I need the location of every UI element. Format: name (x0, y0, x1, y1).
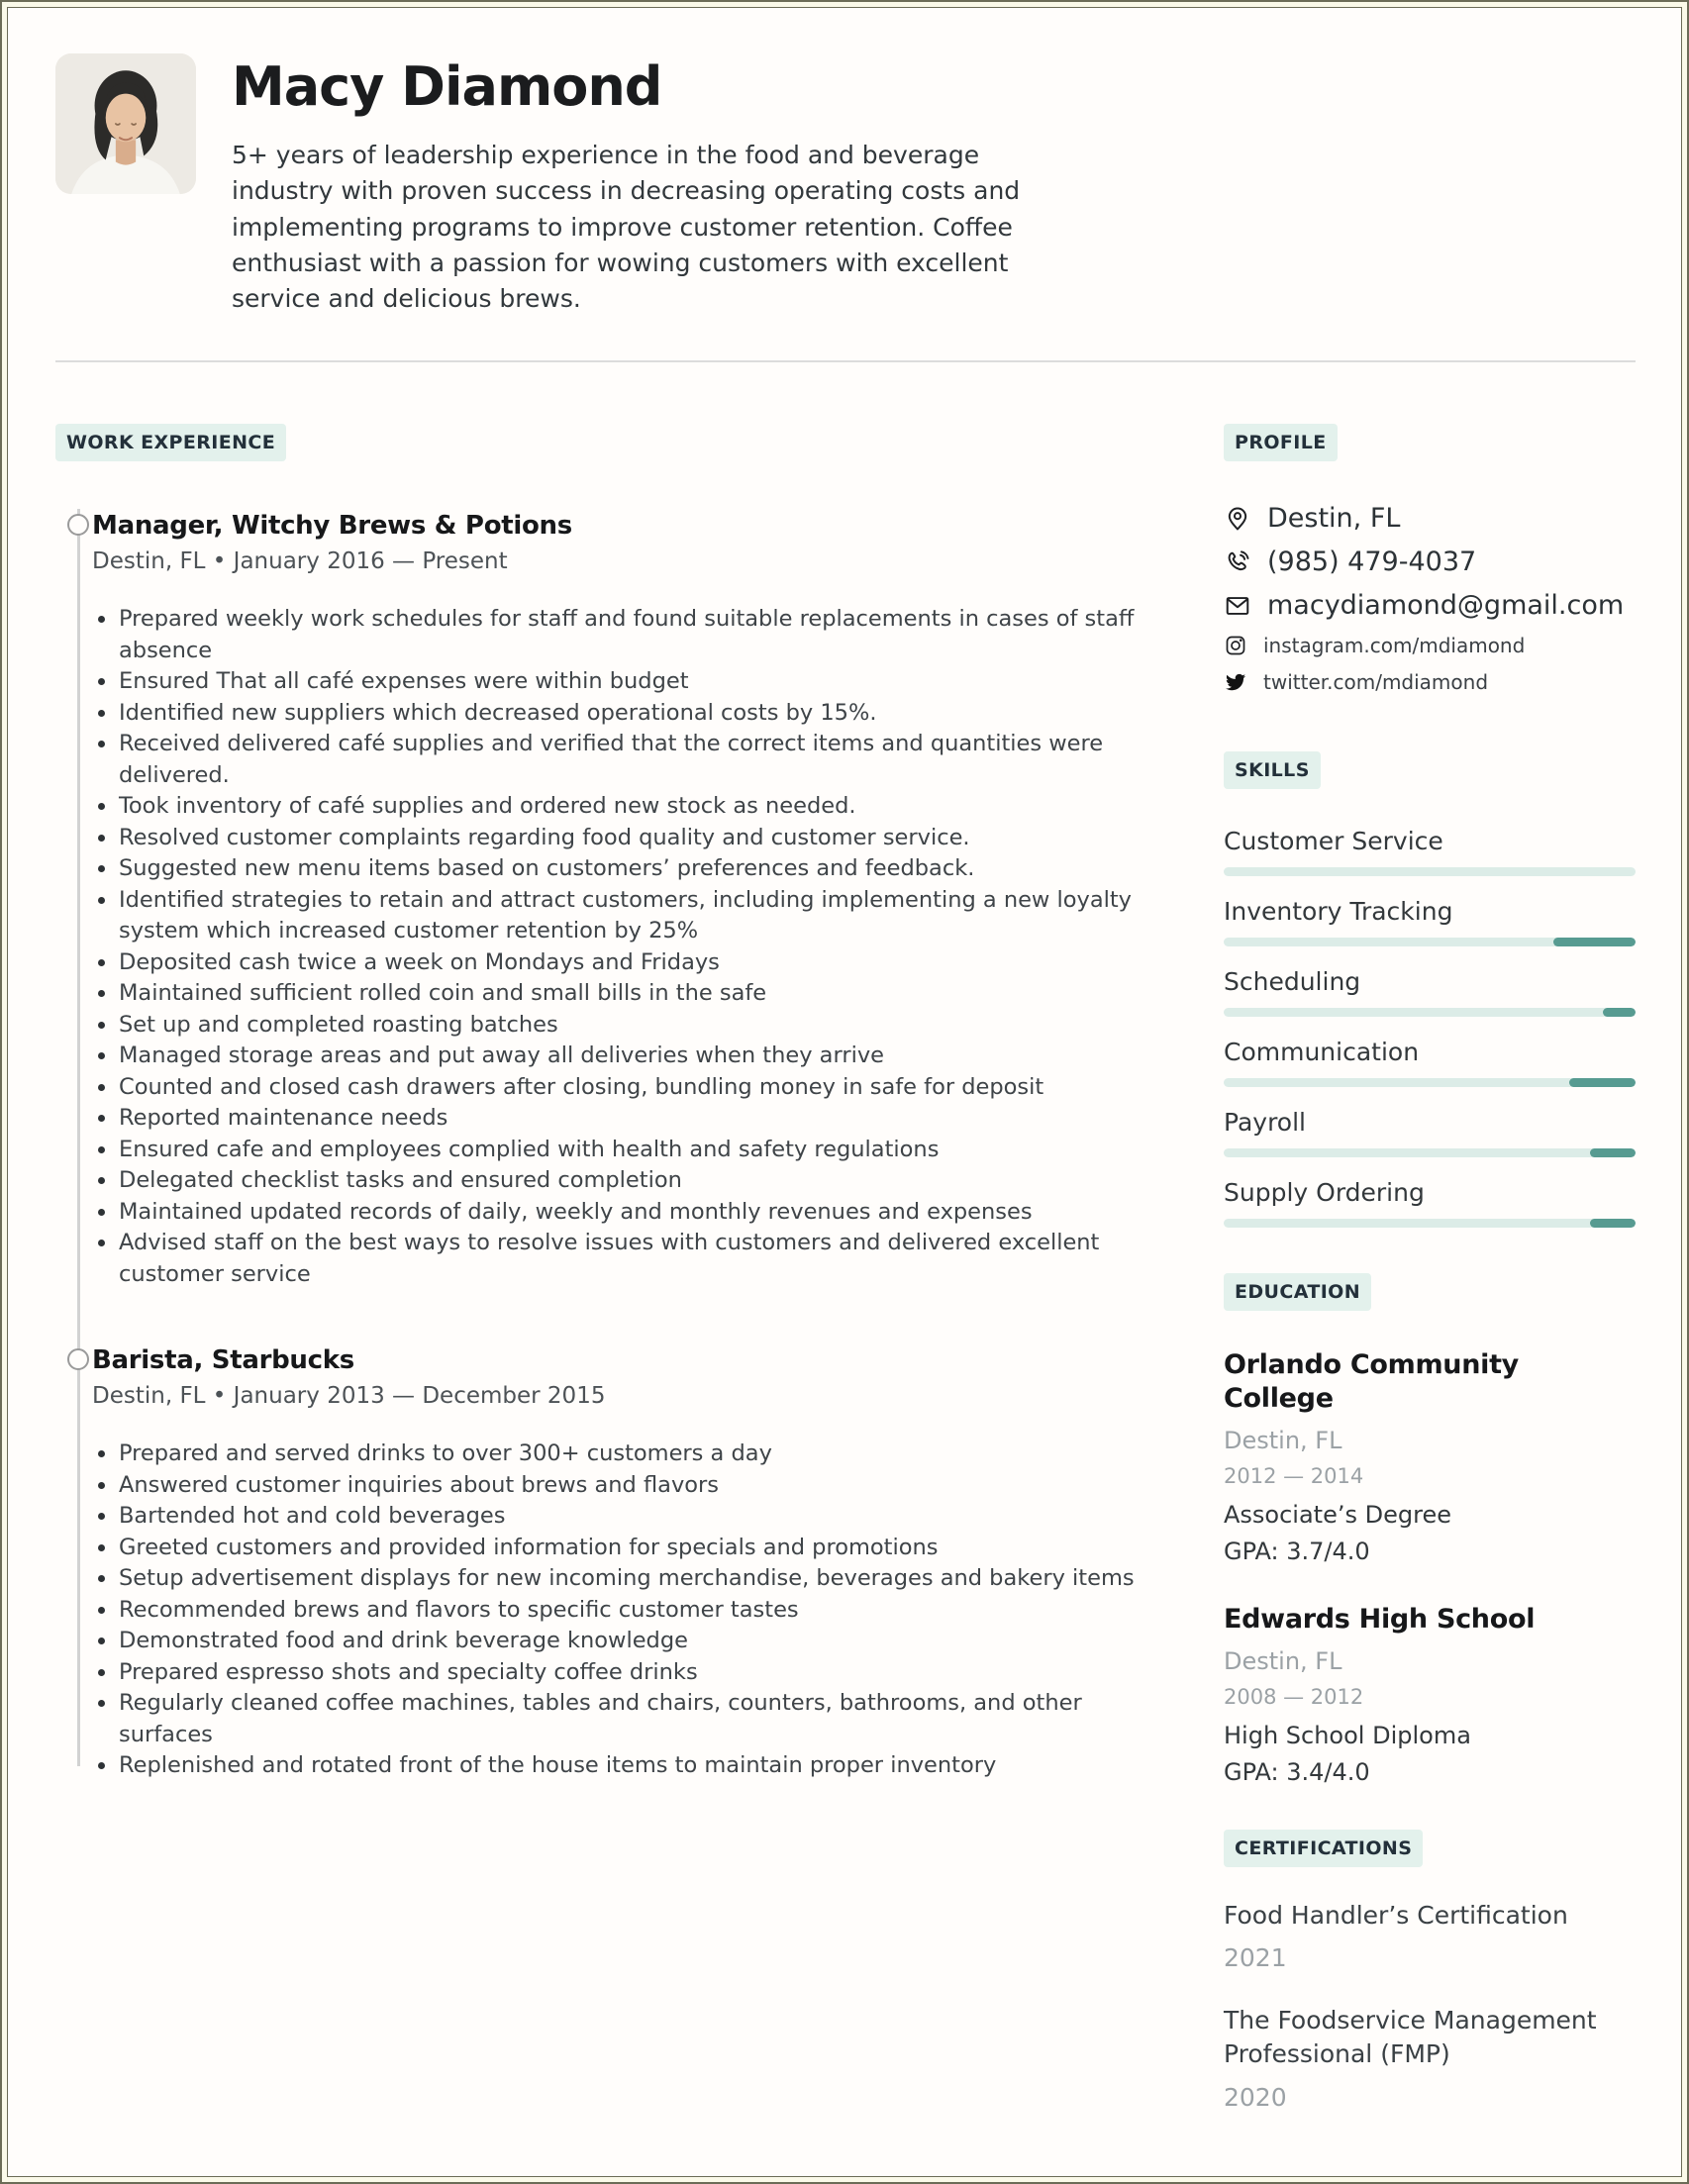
job-bullet: Delegated checklist tasks and ensured completion (92, 1165, 1179, 1197)
skill-level-fill (1590, 1219, 1636, 1228)
location-pin-icon (1224, 505, 1251, 533)
job-bullet: Ensured That all café expenses were within budget (92, 666, 1179, 698)
header-text (232, 53, 1636, 317)
certification-year: 2021 (1224, 1943, 1287, 1973)
skill-item (1224, 967, 1636, 1017)
job-bullet: Took inventory of café supplies and ordered new stock as needed. (92, 791, 1179, 823)
job-meta: Destin, FL • January 2013 — December 2015 (92, 1383, 606, 1410)
skill-level-bar (1224, 867, 1636, 876)
skill-name: Supply Ordering (1224, 1178, 1425, 1208)
skill-name: Scheduling (1224, 967, 1361, 997)
instagram-row (1224, 634, 1636, 657)
skill-level-fill (1590, 1148, 1636, 1157)
twitter-icon (1224, 670, 1247, 694)
certifications-heading: CERTIFICATIONS (1224, 1830, 1423, 1867)
job-bullet: Prepared espresso shots and specialty coffee drinks (92, 1657, 1179, 1689)
work-experience-section (55, 424, 1179, 2112)
school-dates: 2012 — 2014 (1224, 1463, 1364, 1488)
profile-photo (55, 53, 196, 194)
skill-level-bar (1224, 1219, 1636, 1228)
job-bullet: Ensured cafe and employees complied with health and safety regulations (92, 1135, 1179, 1166)
skill-item (1224, 827, 1636, 876)
job-bullet: Counted and closed cash drawers after closing, bundling money in safe for deposit (92, 1072, 1179, 1104)
skill-item (1224, 1178, 1636, 1228)
resume-page (7, 7, 1682, 2177)
phone-row (1224, 546, 1636, 577)
school-gpa: GPA: 3.4/4.0 (1224, 1757, 1370, 1786)
school-degree: High School Diploma (1224, 1721, 1471, 1749)
job-bullet: Replenished and rotated front of the house items to maintain proper inventory (92, 1750, 1179, 1782)
skill-item (1224, 897, 1636, 946)
job-bullet: Reported maintenance needs (92, 1103, 1179, 1135)
email-icon (1224, 592, 1251, 620)
job-entry-manager (55, 511, 1179, 1290)
job-bullet: Managed storage areas and put away all deliveries when they arrive (92, 1041, 1179, 1072)
sidebar (1224, 424, 1636, 2112)
school-location: Destin, FL (1224, 1646, 1342, 1675)
person-name: Macy Diamond (232, 55, 662, 118)
certifications-list (1224, 1899, 1636, 2112)
skill-name: Inventory Tracking (1224, 897, 1453, 927)
skill-level-fill (1569, 1078, 1636, 1087)
portrait-illustration (55, 53, 196, 194)
email-row (1224, 590, 1636, 621)
skill-level-bar (1224, 1008, 1636, 1017)
skill-name: Customer Service (1224, 827, 1443, 856)
job-bullet: Deposited cash twice a week on Mondays and Fridays (92, 947, 1179, 979)
skills-list (1224, 827, 1636, 1228)
school-name: Edwards High School (1224, 1603, 1536, 1635)
job-bullet-list (92, 1439, 1179, 1782)
job-title: Barista, Starbucks (92, 1345, 354, 1376)
twitter-row (1224, 670, 1636, 694)
skill-item (1224, 1038, 1636, 1087)
education-item (1224, 1603, 1636, 1786)
job-bullet: Resolved customer complaints regarding food quality and customer service. (92, 823, 1179, 854)
job-bullet: Answered customer inquiries about brews and flavors (92, 1470, 1179, 1502)
job-bullet: Recommended brews and flavors to specific customer tastes (92, 1595, 1179, 1627)
education-section (1224, 1273, 1636, 1785)
school-name: Orlando Community College (1224, 1349, 1519, 1414)
job-bullet: Advised staff on the best ways to resolve issues with customers and delivered excellent customer service (92, 1228, 1179, 1290)
job-bullet: Maintained sufficient rolled coin and small bills in the safe (92, 978, 1179, 1010)
school-gpa: GPA: 3.7/4.0 (1224, 1537, 1370, 1565)
skill-level-fill (1553, 938, 1636, 946)
job-bullet: Suggested new menu items based on customers’ preferences and feedback. (92, 853, 1179, 885)
summary-text: 5+ years of leadership experience in the food and beverage industry with proven success in decreasing operating costs and implementing programs to improve customer retention. Coffee enthusiast with a passion for wowing customers with excellent service and delicious brews. (232, 141, 1021, 313)
profile-rows (1224, 503, 1636, 694)
job-bullet: Identified strategies to retain and attract customers, including implementing a new loyalty system which increased customer retention by 25% (92, 885, 1179, 947)
skill-level-fill (1603, 1008, 1636, 1017)
skills-heading: SKILLS (1224, 751, 1321, 789)
skill-name: Payroll (1224, 1108, 1306, 1138)
header-divider (55, 360, 1636, 362)
profile-heading: PROFILE (1224, 424, 1338, 461)
skill-name: Communication (1224, 1038, 1420, 1067)
certifications-section (1224, 1830, 1636, 2112)
job-bullet: Demonstrated food and drink beverage knowledge (92, 1626, 1179, 1657)
certification-name: The Foodservice Management Professional (FMP) (1224, 2006, 1597, 2068)
job-meta: Destin, FL • January 2016 — Present (92, 548, 508, 575)
experience-timeline (55, 511, 1179, 1782)
twitter-value[interactable]: twitter.com/mdiamond (1263, 670, 1489, 695)
school-degree: Associate’s Degree (1224, 1500, 1451, 1529)
certification-item (1224, 2004, 1636, 2112)
job-bullet: Greeted customers and provided information for specials and promotions (92, 1533, 1179, 1564)
phone-icon (1224, 548, 1251, 576)
job-bullet: Set up and completed roasting batches (92, 1010, 1179, 1042)
job-bullet: Received delivered café supplies and verified that the correct items and quantities were delivered. (92, 729, 1179, 791)
content-columns (55, 424, 1636, 2112)
header (55, 53, 1636, 317)
job-bullet-list (92, 604, 1179, 1290)
job-title: Manager, Witchy Brews & Potions (92, 511, 572, 542)
certification-item (1224, 1899, 1636, 1973)
phone-value: (985) 479-4037 (1267, 546, 1477, 578)
schools-list (1224, 1348, 1636, 1785)
school-dates: 2008 — 2012 (1224, 1684, 1364, 1709)
school-location: Destin, FL (1224, 1426, 1342, 1454)
job-bullet: Maintained updated records of daily, weekly and monthly revenues and expenses (92, 1197, 1179, 1229)
location-value: Destin, FL (1267, 503, 1401, 535)
job-bullet: Identified new suppliers which decreased operational costs by 15%. (92, 698, 1179, 730)
education-heading: EDUCATION (1224, 1273, 1371, 1311)
job-entry-barista (55, 1345, 1179, 1782)
skill-level-bar (1224, 1078, 1636, 1087)
skill-level-bar (1224, 1148, 1636, 1157)
profile-section (1224, 424, 1636, 694)
education-item (1224, 1348, 1636, 1565)
job-bullet: Bartended hot and cold beverages (92, 1501, 1179, 1533)
job-bullet: Prepared and served drinks to over 300+ customers a day (92, 1439, 1179, 1470)
job-bullet: Prepared weekly work schedules for staff and found suitable replacements in cases of staff absence (92, 604, 1179, 666)
work-experience-heading: WORK EXPERIENCE (55, 424, 286, 461)
skill-level-bar (1224, 938, 1636, 946)
skills-section (1224, 751, 1636, 1228)
instagram-value[interactable]: instagram.com/mdiamond (1263, 634, 1526, 658)
instagram-icon (1224, 634, 1247, 657)
certification-name: Food Handler’s Certification (1224, 1900, 1568, 1930)
job-bullet: Setup advertisement displays for new incoming merchandise, beverages and bakery items (92, 1563, 1179, 1595)
email-value[interactable]: macydiamond@gmail.com (1267, 590, 1625, 622)
certification-year: 2020 (1224, 2082, 1287, 2112)
location-row (1224, 503, 1636, 534)
skill-item (1224, 1108, 1636, 1157)
job-bullet: Regularly cleaned coffee machines, tables and chairs, counters, bathrooms, and other surfaces (92, 1688, 1179, 1750)
